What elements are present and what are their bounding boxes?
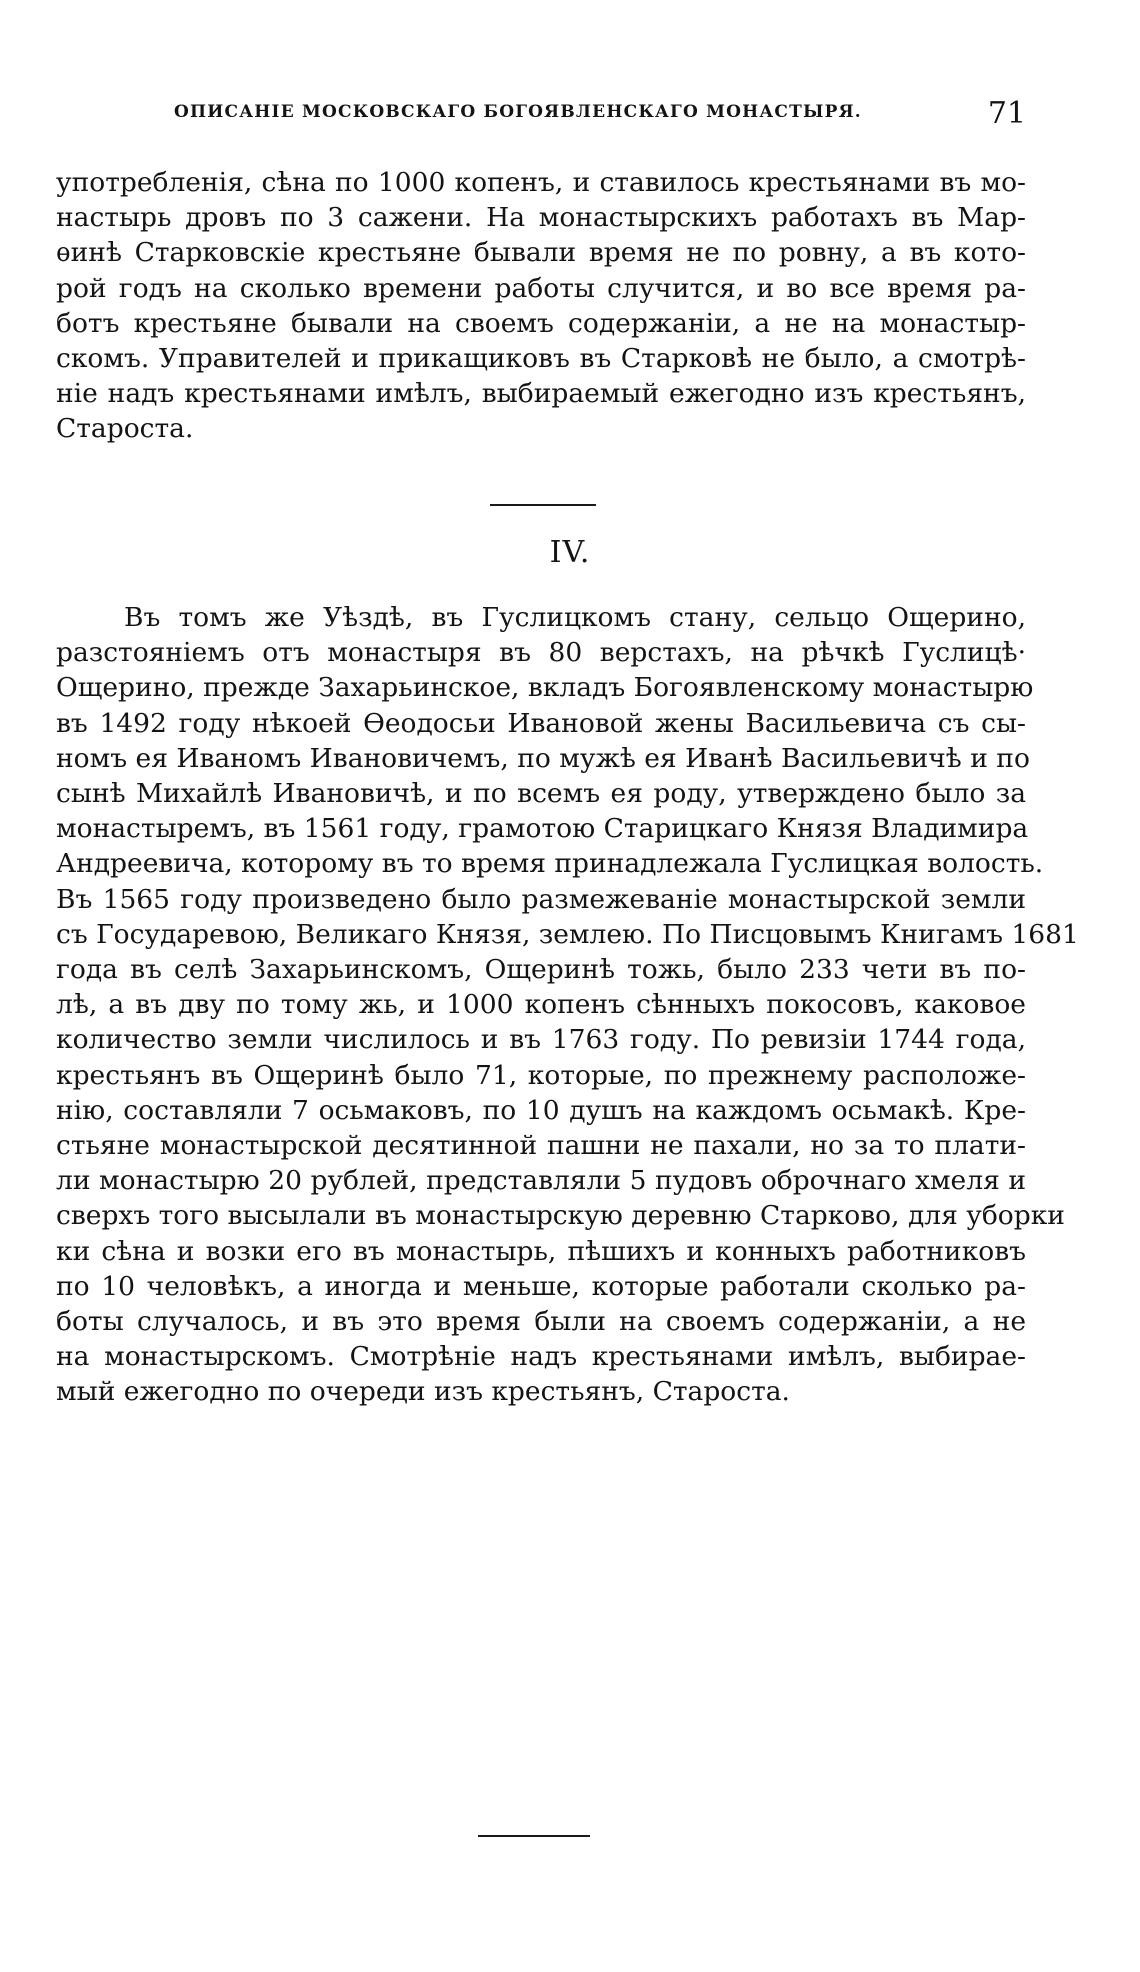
- text-line: ки сѣна и возки его въ монастырь, пѣшихъ и конныхъ работниковъ: [56, 1235, 1026, 1267]
- text-line: боты случалось, и въ это время были на своемъ содержаніи, а не: [56, 1306, 1026, 1338]
- running-head: [56, 96, 1026, 136]
- text-line: нію, составляли 7 осьмаковъ, по 10 душъ на каждомъ осьмакѣ. Кре-: [56, 1094, 1026, 1126]
- text-line: сверхъ того высылали въ монастырскую деревню Старково, для уборки: [56, 1200, 1065, 1232]
- text-line: ніе надъ крестьянами имѣлъ, выбираемый ежегодно изъ крестьянъ,: [56, 378, 1026, 410]
- text-line: по 10 человѣкъ, а иногда и меньше, которые работали сколько ра-: [56, 1270, 1026, 1302]
- section-divider: [490, 504, 596, 506]
- section-heading: IV.: [549, 535, 591, 570]
- text-line: скомъ. Управителей и прикащиковъ въ Старковѣ не было, а смотрѣ-: [56, 343, 1026, 375]
- paragraph-section-iv: [56, 600, 1079, 1410]
- text-line: ли монастырю 20 рублей, представляли 5 пудовъ оброчнаго хмеля и: [56, 1165, 1026, 1197]
- text-line: монастыремъ, въ 1561 году, грамотою Старицкаго Князя Владимира: [56, 813, 1029, 845]
- text-line: мый ежегодно по очереди изъ крестьянъ, Староста.: [56, 1376, 790, 1408]
- end-divider: [478, 1835, 590, 1837]
- text-line: Андреевича, которому въ то время принадлежала Гуслицкая волость.: [56, 848, 1044, 880]
- text-line: въ 1492 году нѣкоей Ѳеодосьи Ивановой жены Васильевича съ сы-: [56, 707, 1026, 739]
- text-line: крестьянъ въ Ощеринѣ было 71, которые, по прежнему расположе-: [56, 1059, 1026, 1091]
- text-line: количество земли числилось и въ 1763 году. По ревизіи 1744 года,: [56, 1024, 1026, 1056]
- page-number: 71: [987, 96, 1026, 131]
- text-line: Въ 1565 году произведено было размежеваніе монастырской земли: [56, 883, 1026, 915]
- text-line: настырь дровъ по 3 сажени. На монастырскихъ работахъ въ Мар-: [56, 202, 1026, 234]
- running-title: ОПИСАНІЕ МОСКОВСКАГО БОГОЯВЛЕНСКАГО МОНАСТЫРЯ.: [174, 102, 862, 122]
- text-line: лѣ, а въ дву по тому жь, и 1000 копенъ сѣнныхъ покосовъ, каковое: [56, 989, 1026, 1021]
- text-line: Въ томъ же Уѣздѣ, въ Гуслицкомъ стану, сельцо Ощерино,: [124, 602, 1026, 633]
- text-line: Староста.: [56, 413, 194, 445]
- text-line: рой годъ на сколько времени работы случится, и во все время ра-: [56, 272, 1026, 304]
- text-line: ботъ крестьяне бывали на своемъ содержаніи, а не на монастыр-: [56, 307, 1026, 339]
- text-line: Ощерино, прежде Захарьинское, вкладъ Богоявленскому монастырю: [56, 672, 1034, 704]
- text-line: ѳинѣ Старковскіе крестьяне бывали время не по ровну, а въ кото-: [56, 237, 1026, 269]
- text-line: разстояніемъ отъ монастыря въ 80 верстахъ, на рѣчкѣ Гуслицѣ·: [56, 637, 1026, 669]
- text-line: съ Государевою, Великаго Князя, землею. По Писцовымъ Книгамъ 1681: [56, 918, 1079, 950]
- paragraph-continuation: [56, 165, 1026, 447]
- text-line: употребленія, сѣна по 1000 копенъ, и ставилось крестьянами въ мо-: [56, 167, 1026, 198]
- text-line: сынѣ Михайлѣ Ивановичѣ, и по всемъ ея роду, утверждено было за: [56, 778, 1026, 810]
- text-line: года въ селѣ Захарьинскомъ, Ощеринѣ тожь, было 233 чети въ по-: [56, 954, 1026, 986]
- text-line: на монастырскомъ. Смотрѣніе надъ крестьянами имѣлъ, выбирае-: [56, 1341, 1026, 1373]
- text-line: стьяне монастырской десятинной пашни не пахали, но за то плати-: [56, 1130, 1026, 1162]
- text-line: номъ ея Иваномъ Ивановичемъ, по мужѣ ея Иванѣ Васильевичѣ и по: [56, 742, 1030, 774]
